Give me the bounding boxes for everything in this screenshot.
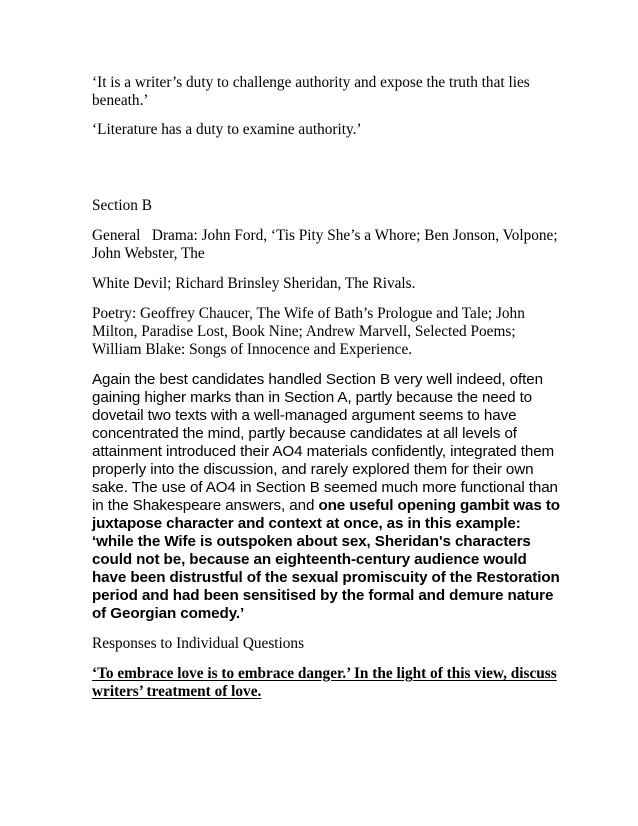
commentary-bold-example: one useful opening gambit was to juxtapose character and context at once, as in this example: ‘while the Wife is outspoken about sex, Sheridan's characters could not be, because an eighteenth-century audience would have been distrustful of the sexual promiscuity of the Restoration period and had been sensitised by the formal and demure nature of Georgian comedy.’ [92, 497, 560, 622]
drama-texts-continued: White Devil; Richard Brinsley Sheridan, The Rivals. [92, 275, 416, 292]
quote-authority-truth: ‘It is a writer’s duty to challenge authority and expose the truth that lies beneath.’ [92, 74, 530, 109]
poetry-texts: Poetry: Geoffrey Chaucer, The Wife of Bath’s Prologue and Tale; John Milton, Paradise Lost, Book Nine; Andrew Marvell, Selected Poems; William Blake: Songs of Innocence and Experience. [92, 305, 525, 358]
document-page [92, 74, 562, 701]
drama-texts-line: Drama: John Ford, ‘Tis Pity She’s a Whore; Ben Jonson, Volpone; John Webster, The [92, 227, 558, 262]
section-b-heading: Section B [92, 197, 152, 214]
examiner-commentary [92, 371, 562, 623]
drama-general-label: General [92, 227, 141, 244]
drama-texts [92, 227, 562, 263]
quote-literature-duty: ‘Literature has a duty to examine authority.’ [92, 121, 362, 138]
question-love-danger: ‘To embrace love is to embrace danger.’ In the light of this view, discuss writers’ treatment of love. [92, 665, 557, 700]
responses-heading: Responses to Individual Questions [92, 635, 305, 652]
commentary-text: Again the best candidates handled Section B very well indeed, often gaining higher marks than in Section A, partly because the need to dovetail two texts with a well-managed argument seems to have concentrated the mind, partly because candidates at all levels of attainment introduced their AO4 materials confidently, integrated them properly into the discussion, and rarely explored them for their own sake. The use of AO4 in Section B seemed much more functional than in the Shakespeare answers, and [92, 371, 558, 514]
